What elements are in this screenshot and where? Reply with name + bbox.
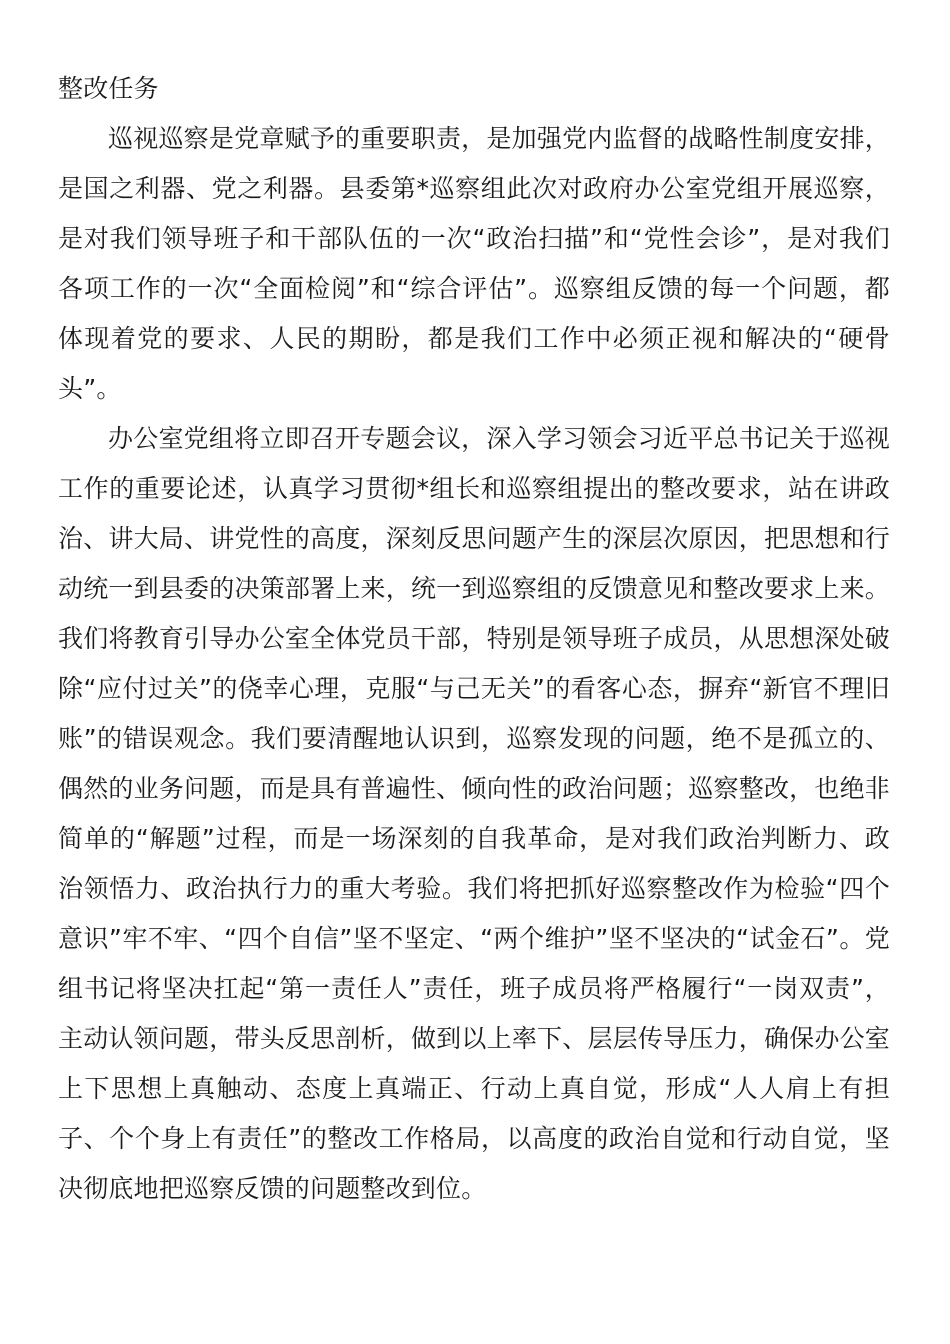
paragraph-2: 办公室党组将立即召开专题会议，深入学习领会习近平总书记关于巡视工作的重要论述，认真学习贯彻*组长和巡察组提出的整改要求，站在讲政治、讲大局、讲党性的高度，深刻反思问题产生的深层次原因，把思想和行动统一到县委的决策部署上来，统一到巡察组的反馈意见和整改要求上来。我们将教育引导办公室全体党员干部，特别是领导班子成员，从思想深处破除“应付过关”的侥幸心理，克服“与己无关”的看客心态，摒弃“新官不理旧账”的错误观念。我们要清醒地认识到，巡察发现的问题，绝不是孤立的、偶然的业务问题，而是具有普遍性、倾向性的政治问题；巡察整改，也绝非简单的“解题”过程，而是一场深刻的自我革命，是对我们政治判断力、政治领悟力、政治执行力的重大考验。我们将把抓好巡察整改作为检验“四个意识”牢不牢、“四个自信”坚不坚定、“两个维护”坚不坚决的“试金石”。党组书记将坚决扛起“第一责任人”责任，班子成员将严格履行“一岗双责”，主动认领问题，带头反思剖析，做到以上率下、层层传导压力，确保办公室上下思想上真触动、态度上真端正、行动上真自觉，形成“人人肩上有担子、个个身上有责任”的整改工作格局，以高度的政治自觉和行动自觉，坚决彻底地把巡察反馈的问题整改到位。 [58,424,890,1203]
document-page [58,64,890,1214]
section-heading: 整改任务 [58,74,159,103]
paragraph-1: 巡视巡察是党章赋予的重要职责，是加强党内监督的战略性制度安排，是国之利器、党之利器。县委第*巡察组此次对政府办公室党组开展巡察，是对我们领导班子和干部队伍的一次“政治扫描”和“党性会诊”，是对我们各项工作的一次“全面检阅”和“综合评估”。巡察组反馈的每一个问题，都体现着党的要求、人民的期盼，都是我们工作中必须正视和解决的“硬骨头”。 [58,124,890,403]
